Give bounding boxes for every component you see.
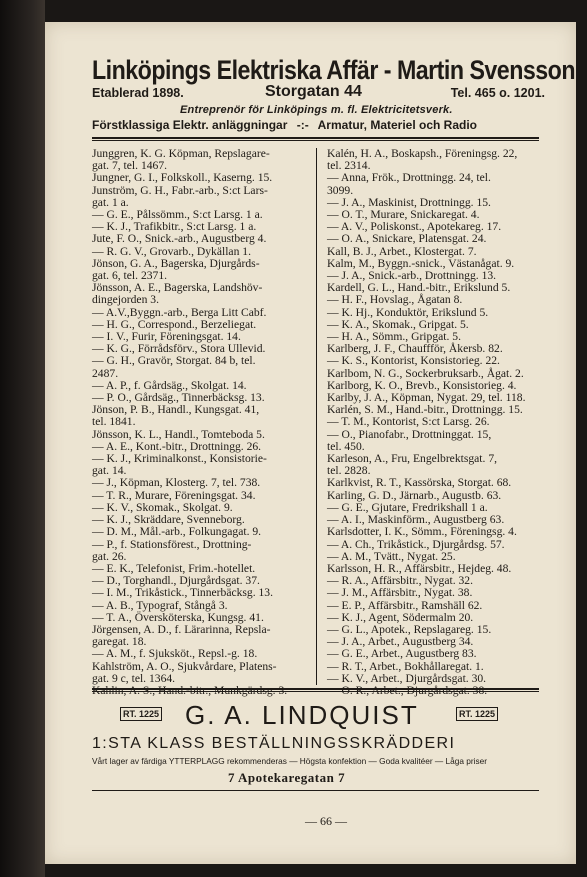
directory-entry-line: Kardell, G. L., Hand.-bitr., Erikslund 5. [327, 281, 511, 295]
directory-entry-line: — G. H., Gravör, Storgat. 84 b, tel. [92, 354, 256, 368]
directory-entry-line: — K. A., Skomak., Gripgat. 5. [327, 317, 469, 331]
directory-entry-line: dingejorden 3. [92, 293, 159, 307]
directory-entry-line: 3099. [327, 183, 354, 197]
ad-phone-left: RT. 1225 [120, 707, 162, 721]
directory-entry-line: Karlsson, H. R., Affärsbitr., Hejdeg. 48. [327, 561, 512, 575]
directory-entry-line: gat. 26. [92, 549, 127, 563]
ad-services-left: Förstklassiga Elektr. anläggningar [92, 118, 288, 132]
directory-entry-line: — H. A., Sömm., Gripgat. 5. [327, 330, 461, 344]
directory-entry-line: tel. 450. [327, 439, 365, 453]
directory-entry-line: — E. P., Affärsbitr., Ramshäll 62. [327, 598, 483, 612]
directory-entry-line: — J. A., Maskinist, Drottningg. 15. [327, 195, 491, 209]
page-edge [576, 0, 587, 877]
directory-entry-line: — K. J., Kriminalkonst., Konsistorie- [92, 452, 267, 466]
directory-entry-line: Jönsson, K. L., Handl., Tomteboda 5. [92, 427, 265, 441]
directory-entry-line: — Anna, Frök., Drottningg. 24, tel. [327, 171, 491, 185]
directory-entry-line: garegat. 18. [92, 635, 147, 649]
ad-slogan: 1:STA KLASS BESTÄLLNINGSSKRÄDDERI [92, 735, 456, 752]
directory-entry-line: — K. Hj., Konduktör, Erikslund 5. [327, 305, 489, 319]
directory-entry-line: — A. E., Kont.-bitr., Drottningg. 26. [92, 439, 262, 453]
directory-entry-line: — A. M., Tvätt., Nygat. 25. [327, 549, 456, 563]
directory-entry-line: Karling, G. D., Järnarb., Augustb. 63. [327, 488, 502, 502]
directory-entry-line: — J., Köpman, Klosterg. 7, tel. 738. [92, 476, 261, 490]
ad-company-name: G. A. LINDQUIST [185, 700, 419, 730]
directory-entry-line: tel. 1841. [92, 415, 136, 429]
directory-entry-line: Junggren, K. G. Köpman, Repslagare- [92, 147, 270, 160]
directory-entry-line: — K. J., Skräddare, Svenneborg. [92, 513, 245, 527]
directory-entry-line: — D., Torghandl., Djurgårdsgat. 37. [92, 574, 260, 588]
directory-entry-line: Karlborg, K. O., Brevb., Konsistorieg. 4. [327, 378, 517, 392]
directory-entry-line: — R. T., Arbet., Bokhållaregat. 1. [327, 659, 484, 673]
directory-entry-line: Junström, G. H., Fabr.-arb., S:ct Lars- [92, 183, 268, 197]
directory-entry-line: — D. M., Mål.-arb., Folkungagat. 9. [92, 525, 262, 539]
directory-entry-line: — G. L., Apotek., Repslagareg. 15. [327, 622, 492, 636]
footer-rule-thin [92, 691, 539, 692]
column-divider [316, 148, 317, 685]
directory-entry-line: 2487. [92, 366, 119, 380]
ad-street-address: 7 Apotekaregatan 7 [228, 770, 346, 785]
directory-entry-line: — K. G., Förrådsförv., Stora Ullevid. [92, 342, 266, 356]
directory-entry-line: gat. 7, tel. 1467. [92, 159, 168, 173]
directory-entry-line: — A. B., Typograf, Stångå 3. [92, 598, 228, 612]
directory-entry-line: — O., Pianofabr., Drottninggat. 15, [327, 427, 492, 441]
directory-entry-line: Karlén, S. M., Hand.-bitr., Drottningg. 15. [327, 403, 523, 417]
ad-tagline: Entreprenör för Linköpings m. fl. Elektricitetsverk. [180, 104, 453, 116]
directory-entry-line: — R. G. V., Grovarb., Dykällan 1. [92, 244, 251, 258]
directory-entry-line: — J. A., Snick.-arb., Drottningg. 13. [327, 269, 497, 283]
directory-entry-line: Jönson, G. A., Bagerska, Djurgårds- [92, 256, 260, 270]
directory-entry-line: Karlby, J. A., Köpman, Nygat. 29, tel. 118. [327, 391, 526, 405]
ad-address: Storgatan 44 [265, 83, 362, 100]
directory-entry-line: — A. P., f. Gårdsäg., Skolgat. 14. [92, 378, 247, 392]
directory-entry-line: — K. J., Trafikbitr., S:ct Larsg. 1 a. [92, 220, 257, 234]
directory-left-column [92, 148, 307, 697]
directory-entry-line: — R. A., Affärsbitr., Nygat. 32. [327, 574, 473, 588]
ad-established: Etablerad 1898. [92, 86, 184, 100]
directory-entry-line: Karlbom, N. G., Sockerbruksarb., Ågat. 2. [327, 366, 524, 380]
directory-entry-line: — A. V., Poliskonst., Apotekareg. 17. [327, 220, 502, 234]
directory-entry-line: gat. 14. [92, 464, 127, 478]
directory-entry-line: — H. G., Correspond., Berzeliegat. [92, 317, 257, 331]
ad-phone: Tel. 465 o. 1201. [450, 86, 545, 100]
directory-entry-line: — O. A., Snickare, Platensgat. 24. [327, 232, 487, 246]
directory-entry-line: gat. 9 c, tel. 1364. [92, 671, 176, 685]
directory-entry-line: — K. V., Arbet., Djurgårdsgat. 30. [327, 671, 487, 685]
directory-entry-line: tel. 2314. [327, 159, 371, 173]
directory-entry-line: Jönson, P. B., Handl., Kungsgat. 41, [92, 403, 260, 417]
directory-entry-line: — A.V.,Byggn.-arb., Berga Litt Cabf. [92, 305, 267, 319]
directory-entry-line: Jute, F. O., Snick.-arb., Augustberg 4. [92, 232, 267, 246]
directory-entry-line: — I. M., Trikåstick., Tinnerbäcksg. 13. [92, 586, 274, 600]
directory-entry-line: — A. M., f. Sjuksköt., Repsl.-g. 18. [92, 647, 258, 661]
directory-entry-line: — G. E., Gjutare, Fredrikshall 1 a. [327, 500, 488, 514]
directory-entry-line: — A. I., Maskinförm., Augustberg 63. [327, 513, 505, 527]
directory-entry-line: — J. M., Affärsbitr., Nygat. 38. [327, 586, 473, 600]
directory-entry-line: — G. E., Pålssömm., S:ct Larsg. 1 a. [92, 208, 263, 222]
directory-entry-line: — E. K., Telefonist, Frim.-hotellet. [92, 561, 256, 575]
directory-entry-line: — T. R., Murare, Föreningsgat. 34. [92, 488, 256, 502]
ad-description: Vårt lager av färdiga YTTERPLAGG rekommenderas — Högsta konfektion — Goda kvalitéer — Låga priser [92, 756, 488, 766]
header-rule-thin [92, 140, 539, 141]
ad-title: Linköpings Elektriska Affär - Martin Svensson [92, 55, 576, 85]
directory-entry-line: — K. V., Skomak., Skolgat. 9. [92, 500, 233, 514]
directory-entry-line: Kall, B. J., Arbet., Klostergat. 7. [327, 244, 477, 258]
footer-rule-bottom [92, 790, 539, 791]
directory-entry-line: — P. O., Gårdsäg., Tinnerbäcksg. 13. [92, 391, 265, 405]
directory-entry-line: Karleson, A., Fru, Engelbrektsgat. 7, [327, 452, 498, 466]
directory-entry-line: — O. T., Murare, Snickaregat. 4. [327, 208, 480, 222]
page-number: — 66 — [305, 814, 347, 828]
directory-right-column [327, 148, 540, 697]
directory-entry-line: — T. M., Kontorist, S:ct Larsg. 26. [327, 415, 490, 429]
directory-entry-line: Jungner, G. I., Folkskoll., Kaserng. 15. [92, 171, 273, 185]
directory-entry-line: — K. J., Agent, Södermalm 20. [327, 610, 474, 624]
directory-entry-line: — G. E., Arbet., Augustberg 83. [327, 647, 477, 661]
footer-rule-thick [92, 688, 539, 690]
directory-entry-line: Kalén, H. A., Boskapsh., Föreningsg. 22, [327, 147, 518, 160]
directory-entry-line: — I. V., Furir, Föreningsgat. 14. [92, 330, 241, 344]
directory-entry-line: — A. Ch., Trikåstick., Djurgårdsg. 57. [327, 537, 505, 551]
directory-entry-line: Karlberg, J. F., Chauffför, Åkersb. 82. [327, 342, 503, 356]
book-binding [0, 0, 45, 877]
ad-phone-right: RT. 1225 [456, 707, 498, 721]
ad-services [92, 118, 477, 132]
directory-entry-line: gat. 6, tel. 2371. [92, 269, 168, 283]
directory-entry-line: Karlkvist, R. T., Kassörska, Storgat. 68. [327, 476, 512, 490]
directory-entry-line: Kalm, M., Byggn.-snick., Västanågat. 9. [327, 256, 515, 270]
ad-services-separator: -:- [296, 118, 309, 132]
directory-entry-line: — P., f. Stationsförest., Drottning- [92, 537, 252, 551]
directory-entry-line: Jörgensen, A. D., f. Lärarinna, Repsla- [92, 622, 271, 636]
directory-entry-line: Karlsdotter, I. K., Sömm., Föreningsg. 4. [327, 525, 517, 539]
directory-entry-line: Kahlström, A. O., Sjukvårdare, Platens- [92, 659, 277, 673]
directory-entry-line: Jönsson, A. E., Bagerska, Landshöv- [92, 281, 263, 295]
directory-entry-line: — T. A., Översköterska, Kungsg. 41. [92, 610, 264, 624]
directory-entry-line: — H. F., Hovslag., Ågatan 8. [327, 293, 463, 307]
directory-entry-line: tel. 2828. [327, 464, 371, 478]
directory-entry-line: — J. A., Arbet., Augustberg 34. [327, 635, 474, 649]
header-rule-thick [92, 137, 539, 139]
ad-services-right: Armatur, Materiel och Radio [317, 118, 478, 132]
directory-entry-line: — K. S., Kontorist, Konsistorieg. 22. [327, 354, 500, 368]
directory-entry-line: gat. 1 a. [92, 195, 129, 209]
